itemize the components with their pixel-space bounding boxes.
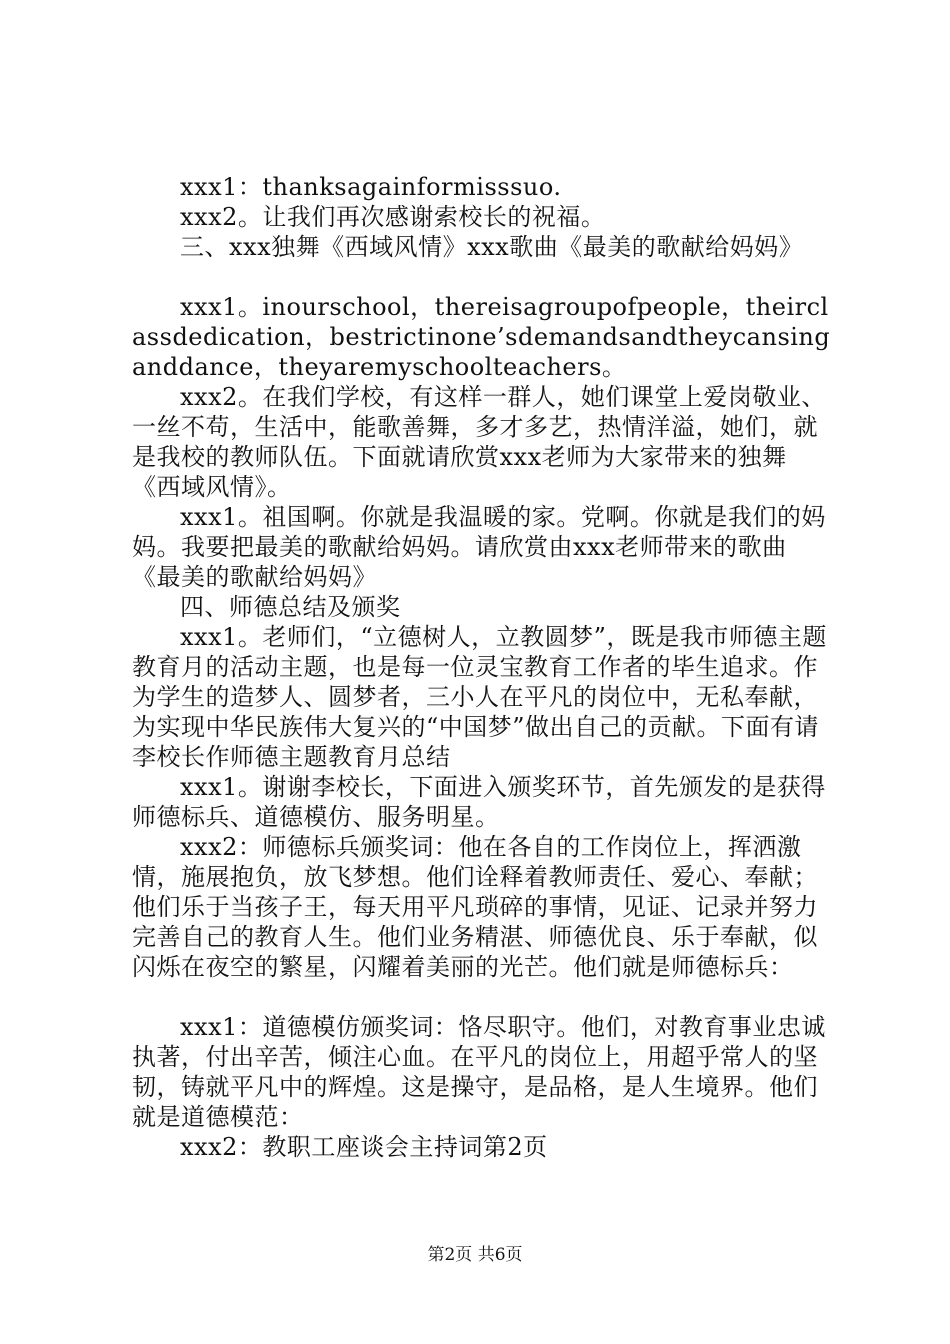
paragraph-english-intro: xxx1。inourschool，thereisagroupofpeople，theirclassdedication，bestrictinone’sdemandsandtheycansinganddance，theyaremyschoolteachers。 <box>132 293 831 381</box>
paragraph-award-intro: xxx1。谢谢李校长，下面进入颁奖环节，首先颁发的是获得师德标兵、道德模仿、服务明星。 <box>132 773 826 831</box>
paragraph-model-teacher-award: xxx2：师德标兵颁奖词：他在各自的工作岗位上，挥洒激情，施展抱负，放飞梦想。他们诠释着教师责任、爱心、奉献；他们乐于当孩子王，每天用平凡琐碎的事情，见证、记录并努力完善自己的教育人生。他们业务精湛、师德优良、乐于奉献，似闪烁在夜空的繁星，闪耀着美丽的光芒。他们就是师德标兵： <box>132 833 818 981</box>
page-number-footer: 第2页 共6页 <box>427 1245 523 1265</box>
paragraph-ethics-theme: xxx1。老师们，“立德树人，立教圆梦”，既是我市师德主题教育月的活动主题，也是每一位灵宝教育工作者的毕生追求。作为学生的造梦人、圆梦者，三小人在平凡的岗位中，无私奉献，为实现中华民族伟大复兴的“中国梦”做出自己的贡献。下面有请李校长作师德主题教育月总结 <box>132 623 827 771</box>
section-heading-three: 三、xxx独舞《西域风情》xxx歌曲《最美的歌献给妈妈》 <box>180 233 804 261</box>
paragraph-thanks-english: xxx1：thanksagainformisssuo. <box>180 173 562 201</box>
paragraph-thanks-chinese: xxx2。让我们再次感谢索校长的祝福。 <box>180 203 606 231</box>
paragraph-song-intro: xxx1。祖国啊。你就是我温暖的家。党啊。你就是我们的妈妈。我要把最美的歌献给妈妈。请欣赏由xxx老师带来的歌曲《最美的歌献给妈妈》 <box>132 503 826 591</box>
paragraph-page-note: xxx2：教职工座谈会主持词第2页 <box>180 1133 548 1161</box>
document-body <box>132 172 832 1162</box>
paragraph-moral-model-award: xxx1：道德模仿颁奖词：恪尽职守。他们，对教育事业忠诚执著，付出辛苦，倾注心血。在平凡的岗位上，用超乎常人的坚韧，铸就平凡中的辉煌。这是操守，是品格，是人生境界。他们就是道德模范： <box>132 1013 826 1131</box>
section-heading-four: 四、师德总结及颁奖 <box>180 593 401 621</box>
paragraph-teachers-intro: xxx2。在我们学校，有这样一群人，她们课堂上爱岗敬业、一丝不苟，生活中，能歌善舞，多才多艺，热情洋溢，她们，就是我校的教师队伍。下面就请欣赏xxx老师为大家带来的独舞《西域风情》。 <box>132 383 826 501</box>
